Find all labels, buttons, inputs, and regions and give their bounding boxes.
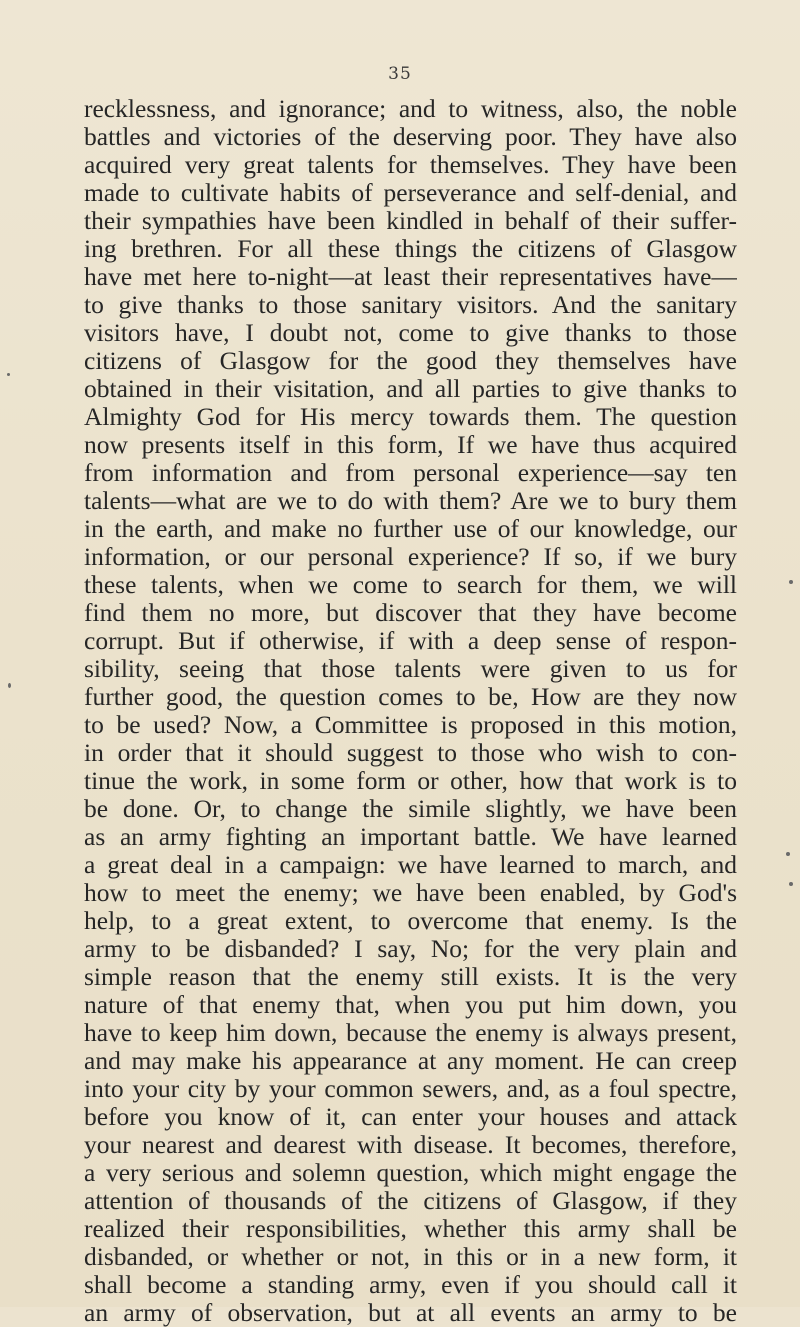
text-line: ing brethren. For all these things the citizens of Glasgow: [84, 235, 737, 263]
text-line: visitors have, I doubt not, come to give thanks to those: [84, 319, 737, 347]
text-line: a great deal in a campaign: we have learned to march, and: [84, 851, 737, 879]
text-line: an army of observation, but at all events an army to be: [84, 1299, 737, 1327]
text-line: talents—what are we to do with them? Are we to bury them: [84, 487, 737, 515]
text-line: now presents itself in this form, If we have thus acquired: [84, 431, 737, 459]
text-line: tinue the work, in some form or other, how that work is to: [84, 767, 737, 795]
text-line: citizens of Glasgow for the good they themselves have: [84, 347, 737, 375]
text-line: recklessness, and ignorance; and to witness, also, the noble: [84, 95, 737, 123]
text-line: made to cultivate habits of perseverance and self-denial, and: [84, 179, 737, 207]
text-line: nature of that enemy that, when you put him down, you: [84, 991, 737, 1019]
text-line: your nearest and dearest with disease. It becomes, therefore,: [84, 1131, 737, 1159]
text-line: their sympathies have been kindled in behalf of their suffer-: [84, 207, 737, 235]
margin-mark: [786, 852, 790, 856]
margin-mark: [8, 683, 11, 688]
text-line: as an army fighting an important battle. We have learned: [84, 823, 737, 851]
text-line: disbanded, or whether or not, in this or in a new form, it: [84, 1243, 737, 1271]
text-line: to give thanks to those sanitary visitors. And the sanitary: [84, 291, 737, 319]
text-line: Almighty God for His mercy towards them. The question: [84, 403, 737, 431]
text-line: these talents, when we come to search for them, we will: [84, 571, 737, 599]
text-line: help, to a great extent, to overcome that enemy. Is the: [84, 907, 737, 935]
text-line: simple reason that the enemy still exists. It is the very: [84, 963, 737, 991]
text-line: to be used? Now, a Committee is proposed in this motion,: [84, 711, 737, 739]
text-line: have to keep him down, because the enemy is always present,: [84, 1019, 737, 1047]
text-line: have met here to-night—at least their representatives have—: [84, 263, 737, 291]
text-line: sibility, seeing that those talents were given to us for: [84, 655, 737, 683]
text-line: in order that it should suggest to those who wish to con-: [84, 739, 737, 767]
text-line: further good, the question comes to be, How are they now: [84, 683, 737, 711]
margin-mark: [7, 373, 10, 376]
text-line: before you know of it, can enter your houses and attack: [84, 1103, 737, 1131]
margin-mark: [789, 580, 793, 584]
text-line: battles and victories of the deserving poor. They have also: [84, 123, 737, 151]
text-line: and may make his appearance at any moment. He can creep: [84, 1047, 737, 1075]
text-line: from information and from personal experience—say ten: [84, 459, 737, 487]
text-line: corrupt. But if otherwise, if with a deep sense of respon-: [84, 627, 737, 655]
text-line: a very serious and solemn question, which might engage the: [84, 1159, 737, 1187]
text-line: shall become a standing army, even if you should call it: [84, 1271, 737, 1299]
text-line: realized their responsibilities, whether this army shall be: [84, 1215, 737, 1243]
text-line: information, or our personal experience? If so, if we bury: [84, 543, 737, 571]
text-line: obtained in their visitation, and all parties to give thanks to: [84, 375, 737, 403]
text-line: acquired very great talents for themselves. They have been: [84, 151, 737, 179]
text-line: find them no more, but discover that they have become: [84, 599, 737, 627]
text-line: army to be disbanded? I say, No; for the very plain and: [84, 935, 737, 963]
margin-mark: [789, 882, 793, 886]
text-line: be done. Or, to change the simile slightly, we have been: [84, 795, 737, 823]
text-line: how to meet the enemy; we have been enabled, by God's: [84, 879, 737, 907]
text-line: into your city by your common sewers, and, as a foul spectre,: [84, 1075, 737, 1103]
page-number: 35: [388, 64, 412, 84]
text-line: in the earth, and make no further use of our knowledge, our: [84, 515, 737, 543]
text-line: attention of thousands of the citizens of Glasgow, if they: [84, 1187, 737, 1215]
body-text: [84, 95, 737, 1327]
